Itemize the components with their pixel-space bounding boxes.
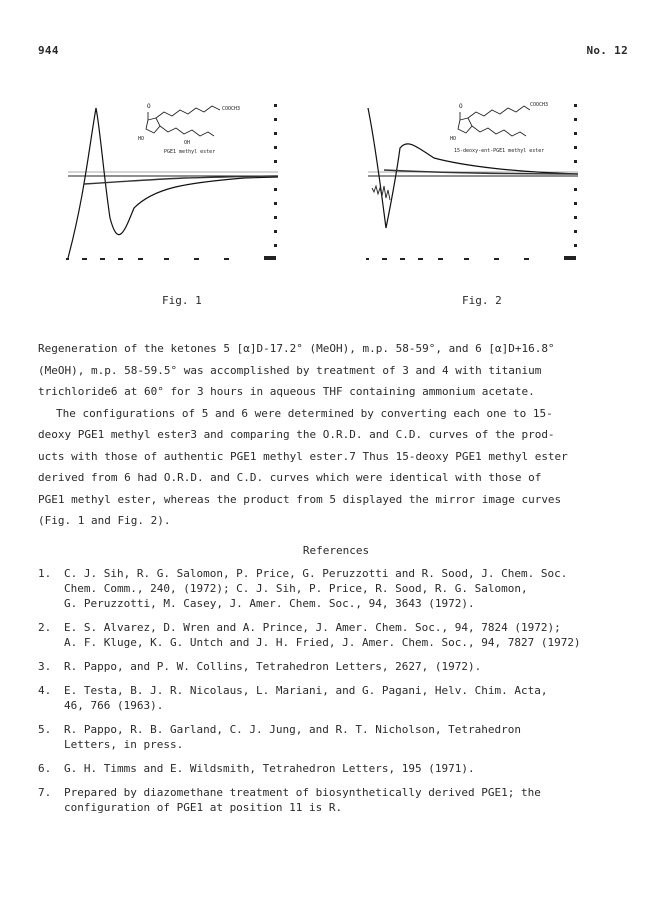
reference-item [38, 683, 658, 713]
figure-1-ord-cd-plot [64, 88, 284, 268]
paragraph-2-line-6: (Fig. 1 and Fig. 2). [38, 514, 171, 527]
figure-1-cd-curve [84, 176, 278, 184]
paragraph-2-line-2: deoxy PGE1 methyl ester3 and comparing the O.R.D. and C.D. curves of the prod- [38, 428, 555, 441]
figure-2-svg [364, 88, 584, 268]
figure-2-caption: Fig. 2 [462, 294, 502, 307]
reference-text: C. J. Sih, R. G. Salomon, P. Price, G. Peruzzotti and R. Sood, J. Chem. Soc. Chem. Comm., 240, (1972); C. J. Sih, P. Price, R. Sood, R. G. Salomon, G. Peruzzotti, M. Casey, J. Amer. Chem. Soc., 94, 3643 (1972). [64, 567, 568, 610]
reference-number: 3. [38, 660, 52, 673]
reference-text: Prepared by diazomethane treatment of biosynthetically derived PGE1; the configuration of PGE1 at position 11 is R. [64, 786, 541, 814]
reference-number: 4. [38, 684, 52, 697]
reference-item [38, 659, 658, 674]
reference-item [38, 785, 658, 815]
figure-2-ord-curve [368, 108, 578, 228]
reference-number: 6. [38, 762, 52, 775]
reference-number: 2. [38, 621, 52, 634]
paragraph-1-line-1: Regeneration of the ketones 5 [α]D-17.2° (MeOH), m.p. 58-59°, and 6 [α]D+16.8° [38, 342, 555, 355]
figure-2-label-cooch3: COOCH3 [530, 102, 549, 108]
body-text [38, 338, 648, 532]
reference-item [38, 566, 658, 611]
figure-1-label-cooch3: COOCH3 [222, 106, 241, 112]
figure-1-x-ticks [66, 256, 276, 260]
figure-2-label-o: O [459, 103, 463, 110]
figure-1-svg [64, 88, 284, 268]
reference-text: R. Pappo, and P. W. Collins, Tetrahedron Letters, 2627, (1972). [64, 660, 482, 673]
figure-1-label-oh: OH [184, 140, 191, 146]
figure-1-caption: Fig. 1 [162, 294, 202, 307]
figure-2-structure [458, 106, 530, 136]
figure-1-structure [146, 106, 220, 136]
reference-item [38, 761, 658, 776]
reference-text: G. H. Timms and E. Wildsmith, Tetrahedron Letters, 195 (1971). [64, 762, 475, 775]
paragraph-2-line-1: The configurations of 5 and 6 were determined by converting each one to 15- [56, 406, 553, 420]
reference-text: E. Testa, B. J. R. Nicolaus, L. Mariani, and G. Pagani, Helv. Chim. Acta, 46, 766 (1963). [64, 684, 548, 712]
journal-issue: No. 12 [586, 44, 628, 57]
figure-1-label-name: PGE1 methyl ester [164, 149, 216, 155]
references-title: References [302, 544, 370, 557]
figure-2-label-ho: HO [450, 136, 457, 142]
reference-item [38, 620, 658, 650]
reference-number: 7. [38, 786, 52, 799]
references-list [38, 566, 658, 824]
reference-number: 5. [38, 723, 52, 736]
figure-2-label-name: 15-deoxy-ent-PGE1 methyl ester [454, 148, 545, 154]
paragraph-1-line-2: (MeOH), m.p. 58-59.5° was accomplished by treatment of 3 and 4 with titanium [38, 363, 542, 377]
paragraph-2-line-4: derived from 6 had O.R.D. and C.D. curves which were identical with those of [38, 471, 542, 484]
figure-1-label-ho: HO [138, 136, 145, 142]
figure-2-x-ticks [366, 256, 576, 260]
reference-text: E. S. Alvarez, D. Wren and A. Prince, J. Amer. Chem. Soc., 94, 7824 (1972); A. F. Kluge, K. G. Untch and J. H. Fried, J. Amer. Chem. Soc., 94, 7827 (1972) [64, 621, 581, 649]
reference-text: R. Pappo, R. B. Garland, C. J. Jung, and R. T. Nicholson, Tetrahedron Letters, in press. [64, 723, 521, 751]
reference-number: 1. [38, 567, 52, 580]
paragraph-1-line-3: trichloride6 at 60° for 3 hours in aqueous THF containing ammonium acetate. [38, 385, 535, 398]
reference-item [38, 722, 658, 752]
paragraph-2-line-3: ucts with those of authentic PGE1 methyl ester.7 Thus 15-deoxy PGE1 methyl ester [38, 449, 568, 463]
page-number: 944 [38, 44, 59, 57]
figure-1-label-o: O [147, 103, 151, 110]
paragraph-2-line-5: PGE1 methyl ester, whereas the product from 5 displayed the mirror image curves [38, 492, 562, 506]
figure-2-ord-cd-plot [364, 88, 584, 268]
